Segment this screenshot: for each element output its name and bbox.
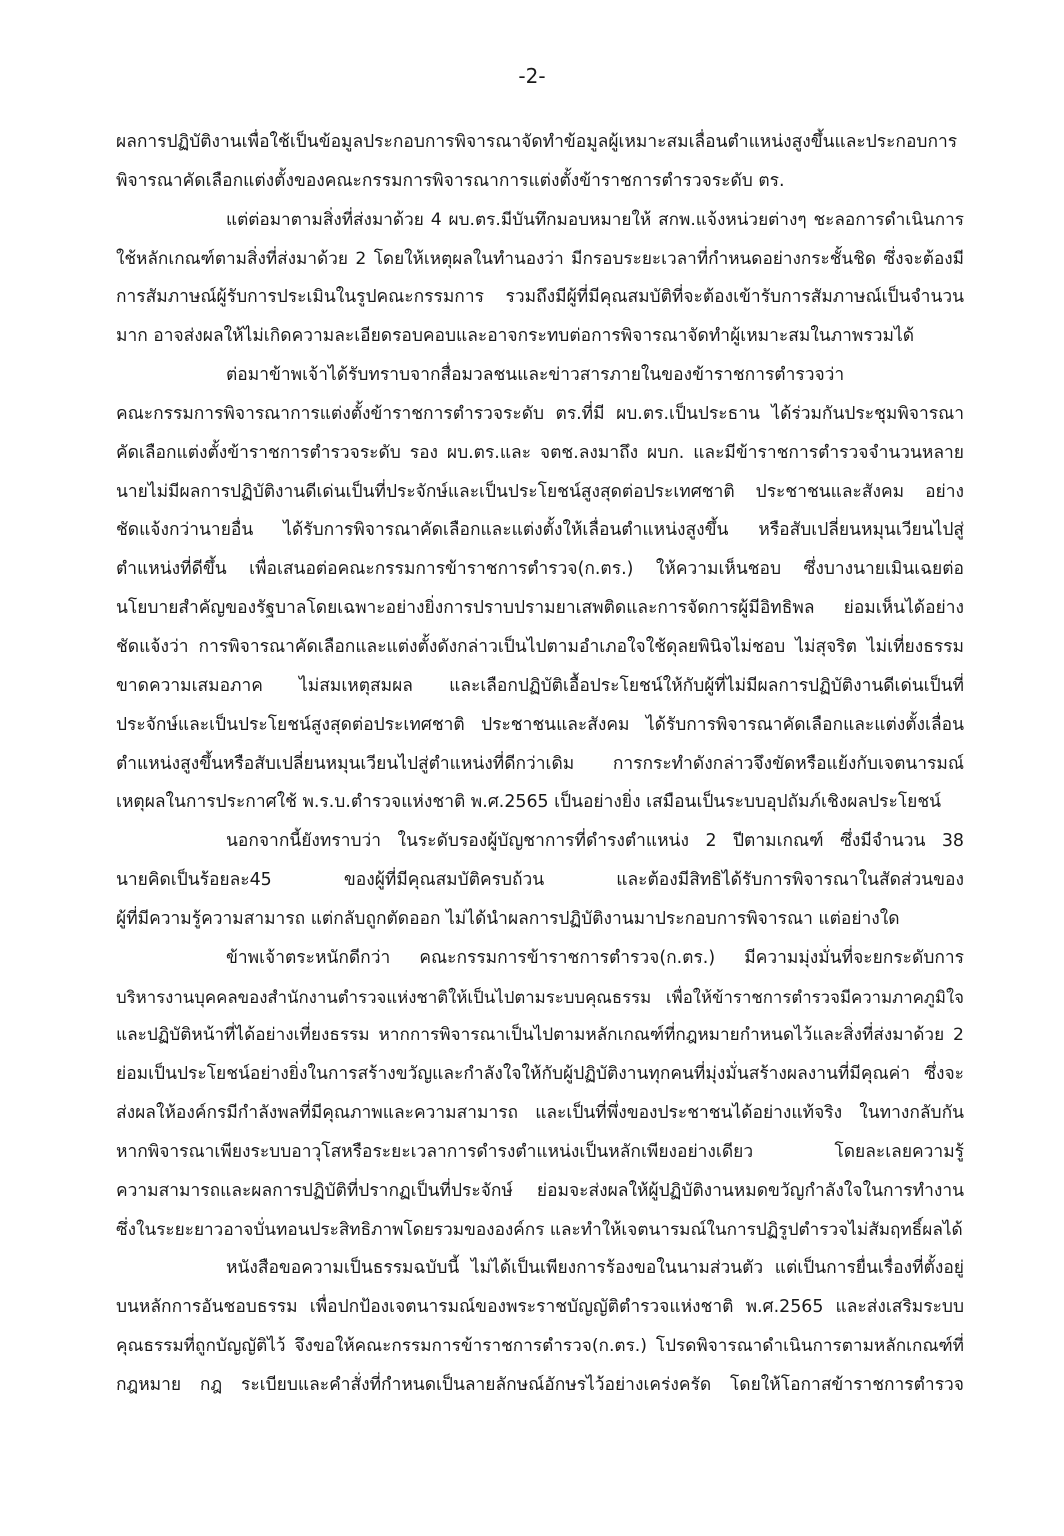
- text-line: บนหลักการอันชอบธรรม เพื่อปกป้องเจตนารมณ์ของพระราชบัญญัติตำรวจแห่งชาติ พ.ศ.2565 และส่งเสริมระบบ: [116, 1297, 964, 1318]
- text-line: นายไม่มีผลการปฏิบัติงานดีเด่นเป็นที่ประจักษ์และเป็นประโยชน์สูงสุดต่อประเทศชาติ ประชาชนและสังคม อย่าง: [116, 481, 964, 502]
- text-line: นอกจากนี้ยังทราบว่า ในระดับรองผู้บัญชาการที่ดำรงตำแหน่ง 2 ปีตามเกณฑ์ ซึ่งมีจำนวน 38: [226, 831, 964, 852]
- text-line: ผู้ที่มีความรู้ความสามารถ แต่กลับถูกตัดออก ไม่ได้นำผลการปฏิบัติงานมาประกอบการพิจารณา แต่อย่างใด: [116, 908, 900, 929]
- text-line: พิจารณาคัดเลือกแต่งตั้งของคณะกรรมการพิจารณาการแต่งตั้งข้าราชการตำรวจระดับ ตร.: [116, 170, 785, 191]
- text-line: กฎหมาย กฎ ระเบียบและคำสั่งที่กำหนดเป็นลายลักษณ์อักษรไว้อย่างเคร่งครัด โดยให้โอกาสข้าราชการตำรวจ: [116, 1375, 964, 1395]
- text-line: ชัดแจ้งว่า การพิจารณาคัดเลือกและแต่งตั้งดังกล่าวเป็นไปตามอำเภอใจใช้ดุลยพินิจไม่ชอบ ไม่สุจริต ไม่เที่ยงธรรม: [116, 636, 964, 657]
- text-line: ย่อมเป็นประโยชน์อย่างยิ่งในการสร้างขวัญและกำลังใจให้กับผู้ปฏิบัติงานทุกคนที่มุ่งมั่นสร้างผลงานที่มีคุณค่า ซึ่งจะ: [116, 1064, 964, 1085]
- text-line: ความสามารถและผลการปฏิบัติที่ปรากฏเป็นที่ประจักษ์ ย่อมจะส่งผลให้ผู้ปฏิบัติงานหมดขวัญกำลังใจในการทำงาน: [116, 1180, 964, 1201]
- text-line: ใช้หลักเกณฑ์ตามสิ่งที่ส่งมาด้วย 2 โดยให้เหตุผลในทำนองว่า มีกรอบระยะเวลาที่กำหนดอย่างกระชั้นชิด ซึ่งจะต้องมี: [116, 248, 964, 269]
- text-line: แต่ต่อมาตามสิ่งที่ส่งมาด้วย 4 ผบ.ตร.มีบันทึกมอบหมายให้ สกพ.แจ้งหน่วยต่างๆ ชะลอการดำเนินการ: [226, 209, 964, 230]
- text-line: นโยบายสำคัญของรัฐบาลโดยเฉพาะอย่างยิ่งการปราบปรามยาเสพติดและการจัดการผู้มีอิทธิพล ย่อมเห็นได้อย่าง: [116, 598, 964, 619]
- text-line: นายคิดเป็นร้อยละ45 ของผู้ที่มีคุณสมบัติครบถ้วน และต้องมีสิทธิได้รับการพิจารณาในสัดส่วนของ: [116, 870, 964, 891]
- text-line: ขาดความเสมอภาค ไม่สมเหตุสมผล และเลือกปฏิบัติเอื้อประโยชน์ให้กับผู้ที่ไม่มีผลการปฏิบัติงานดีเด่นเป็นที่: [116, 675, 964, 696]
- text-line: มาก อาจส่งผลให้ไม่เกิดความละเอียดรอบคอบและอาจกระทบต่อการพิจารณาจัดทำผู้เหมาะสมในภาพรวมได้: [116, 326, 914, 347]
- text-line: ข้าพเจ้าตระหนักดีกว่า คณะกรรมการข้าราชการตำรวจ(ก.ตร.) มีความมุ่งมั่นที่จะยกระดับการ: [226, 947, 964, 968]
- text-line: ชัดแจ้งกว่านายอื่น ได้รับการพิจารณาคัดเลือกและแต่งตั้งให้เลื่อนตำแหน่งสูงขึ้น หรือสับเปลี่ยนหมุนเวียนไปสู่: [116, 520, 964, 541]
- page-number: -2-: [518, 64, 546, 88]
- text-line: หากพิจารณาเพียงระบบอาวุโสหรือระยะเวลาการดำรงตำแหน่งเป็นหลักเพียงอย่างเดียว โดยละเลยความรู้: [116, 1141, 964, 1162]
- document-body: [116, 123, 964, 1405]
- text-line: ประจักษ์และเป็นประโยชน์สูงสุดต่อประเทศชาติ ประชาชนและสังคม ได้รับการพิจารณาคัดเลือกและแต่งตั้งเลื่อน: [116, 714, 964, 735]
- text-line: คณะกรรมการพิจารณาการแต่งตั้งข้าราชการตำรวจระดับ ตร.ที่มี ผบ.ตร.เป็นประธาน ได้ร่วมกันประชุมพิจารณา: [116, 403, 964, 424]
- text-line: บริหารงานบุคคลของสำนักงานตำรวจแห่งชาติให้เป็นไปตามระบบคุณธรรม เพื่อให้ข้าราชการตำรวจมีความภาคภูมิใจ: [116, 986, 964, 1007]
- text-line: การสัมภาษณ์ผู้รับการประเมินในรูปคณะกรรมการ รวมถึงมีผู้ที่มีคุณสมบัติที่จะต้องเข้ารับการสัมภาษณ์เป็นจำนวน: [116, 287, 964, 308]
- text-line: และปฏิบัติหน้าที่ได้อย่างเที่ยงธรรม หากการพิจารณาเป็นไปตามหลักเกณฑ์ที่กฎหมายกำหนดไว้และสิ่งที่ส่งมาด้วย 2: [116, 1025, 964, 1046]
- text-line: ตำแหน่งที่ดีขึ้น เพื่อเสนอต่อคณะกรรมการข้าราชการตำรวจ(ก.ตร.) ให้ความเห็นชอบ ซึ่งบางนายเมินเฉยต่อ: [116, 559, 964, 580]
- text-line: เหตุผลในการประกาศใช้ พ.ร.บ.ตำรวจแห่งชาติ พ.ศ.2565 เป็นอย่างยิ่ง เสมือนเป็นระบบอุปถัมภ์เชิงผลประโยชน์: [116, 792, 942, 813]
- text-line: คัดเลือกแต่งตั้งข้าราชการตำรวจระดับ รอง ผบ.ตร.และ จตช.ลงมาถึง ผบก. และมีข้าราชการตำรวจจำนวนหลาย: [116, 442, 964, 463]
- text-line: ตำแหน่งสูงขึ้นหรือสับเปลี่ยนหมุนเวียนไปสู่ตำแหน่งที่ดีกว่าเดิม การกระทำดังกล่าวจึงขัดหรือแย้งกับเจตนารมณ์: [116, 753, 964, 774]
- text-line: หนังสือขอความเป็นธรรมฉบับนี้ ไม่ได้เป็นเพียงการร้องขอในนามส่วนตัว แต่เป็นการยื่นเรื่องที่ตั้งอยู่: [226, 1258, 964, 1279]
- text-line: ต่อมาข้าพเจ้าได้รับทราบจากสื่อมวลชนและข่าวสารภายในของข้าราชการตำรวจว่า: [226, 365, 845, 386]
- text-line: ส่งผลให้องค์กรมีกำลังพลที่มีคุณภาพและความสามารถ และเป็นที่พึ่งของประชาชนได้อย่างแท้จริง ในทางกลับกัน: [116, 1103, 964, 1124]
- text-line: ผลการปฏิบัติงานเพื่อใช้เป็นข้อมูลประกอบการพิจารณาจัดทำข้อมูลผู้เหมาะสมเลื่อนตำแหน่งสูงขึ้นและประกอบการ: [116, 132, 958, 152]
- text-line: ซึ่งในระยะยาวอาจบั่นทอนประสิทธิภาพโดยรวมขององค์กร และทำให้เจตนารมณ์ในการปฏิรูปตำรวจไม่สัมฤทธิ์ผลได้: [116, 1219, 963, 1240]
- text-line: คุณธรรมที่ถูกบัญญัติไว้ จึงขอให้คณะกรรมการข้าราชการตำรวจ(ก.ตร.) โปรดพิจารณาดำเนินการตามหลักเกณฑ์ที่: [116, 1336, 964, 1357]
